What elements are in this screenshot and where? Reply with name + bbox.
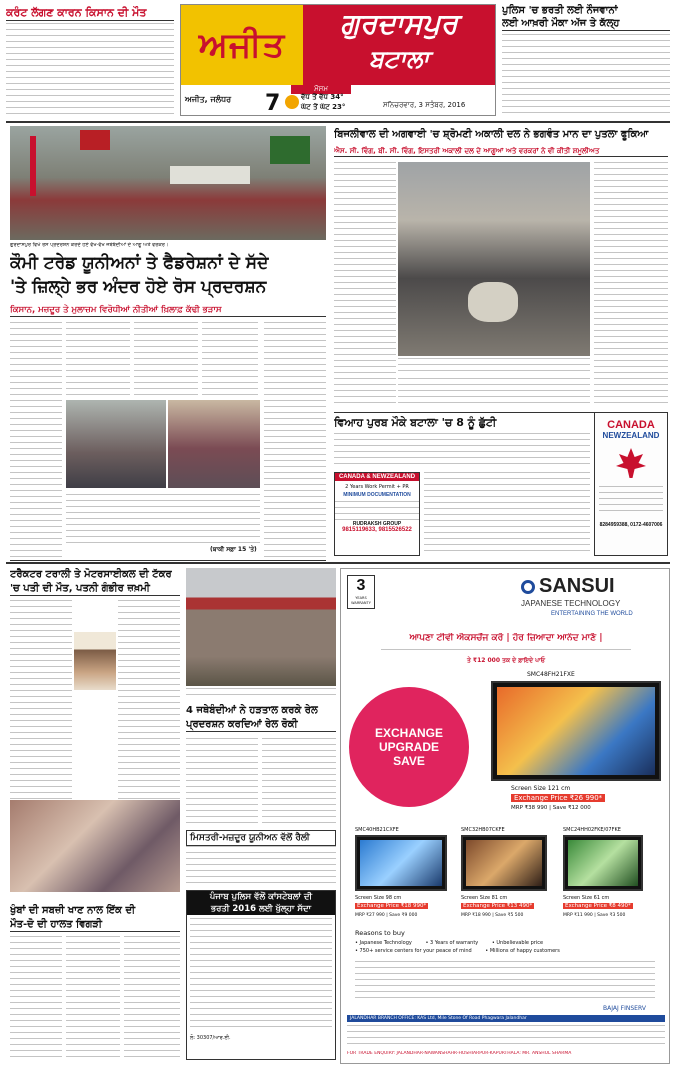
badge-save: SAVE	[393, 754, 425, 768]
exchange-badge	[349, 687, 469, 807]
lead-body-col2	[66, 322, 130, 397]
tv-size-4: Screen Size 61 cm	[563, 895, 610, 901]
rail-headline-1: 4 ਜਥੇਬੰਦੀਆਂ ਨੇ ਹੜਤਾਲ ਕਰਕੇ ਰੇਲ	[186, 705, 318, 716]
lead-headline-2: 'ਤੇ ਜ਼ਿਲ੍ਹੇ ਭਰ ਅੰਦਰ ਹੋਏ ਰੋਸ ਪ੍ਰਦਰਸ਼ਨ	[10, 277, 267, 297]
canada-small-line2: MINIMUM DOCUMENTATION	[343, 492, 411, 498]
effigy-headline: ਬਿਜਲੀਵਾਲ ਦੀ ਅਗਵਾਈ 'ਚ ਸ਼੍ਰੋਮਣੀ ਅਕਾਲੀ ਦਲ ਨੇ ਭਗਵੰਤ ਮਾਨ ਦਾ ਪੁਤਲਾ ਫੂਕਿਆ	[334, 129, 649, 140]
sansui-fineprint	[355, 961, 655, 1001]
tractor-headline-2: 'ਚ ਪਤੀ ਦੀ ਮੌਤ, ਪਤਨੀ ਗੰਭੀਰ ਜ਼ਖ਼ਮੀ	[10, 582, 180, 596]
canada-small-phone: 9815119633, 9815526522	[342, 527, 412, 533]
weather-label: ਮੌਸਮ	[291, 85, 351, 94]
canada-ad-right[interactable]	[594, 412, 668, 556]
right-top-story	[502, 4, 670, 116]
sansui-logo	[521, 575, 615, 598]
reason-3: • Unbelievable price	[491, 940, 544, 946]
dealer-list	[347, 1025, 665, 1049]
tv-exchange-3: Exchange Price ₹13 490*	[463, 903, 533, 909]
sansui-tagline-1: JAPANESE TECHNOLOGY	[521, 599, 621, 608]
tv-size-1: Screen Size 121 cm	[511, 785, 571, 792]
maple-leaf-icon	[616, 448, 646, 478]
tv-model-2: SMC40HB21CXFE	[355, 827, 399, 833]
tv-mrp-2: MRP ₹27 990 | Save ₹9 000	[355, 913, 418, 918]
lead-body-col6	[66, 494, 260, 544]
sansui-brand: SANSUI	[539, 575, 615, 597]
rail-body-col2	[262, 738, 336, 826]
tractor-headline-1: ਟਰੈਕਟਰ ਟਰਾਲੀ ਤੇ ਮੋਟਰਸਾਈਕਲ ਦੀ ਟੱਕਰ	[10, 569, 172, 580]
trade-enquiry: FOR TRADE ENQUIRY: JALANDHAR-NAWANSHAHR-HOSHIARPUR-KAPURTHALA: MR. ANSHUL SHARMA	[347, 1051, 572, 1056]
rule-1	[10, 560, 326, 561]
brand-logo: ਅਜੀਤ	[198, 25, 286, 64]
sun-icon	[285, 95, 299, 109]
dealer-footer: JALANDHAR BRANCH OFFICE: KAS Ltd, Mile Stone Of Road Phagwara Jalandhar	[347, 1015, 665, 1022]
masthead-date: ਸਨਿਚਰਵਾਰ, 3 ਸਤੰਬਰ, 2016	[383, 101, 466, 109]
mushroom-headline-2: ਮੌਤ-ਦੋ ਦੀ ਹਾਲਤ ਵਿਗੜੀ	[10, 918, 180, 932]
lead-photo-caption: ਗੁਰਦਾਸਪੁਰ ਵਿਖੇ ਰੋਸ ਪ੍ਰਦਰਸ਼ਨ ਕਰਦੇ ਹੋਏ ਵੱਖ-ਵੱਖ ਜਥੇਬੰਦੀਆਂ ਦੇ ਆਗੂ ਅਤੇ ਵਰਕਰ।	[10, 242, 169, 248]
edition-subtitle: ਬਟਾਲਾ	[368, 46, 430, 73]
lead-body-col1	[10, 322, 62, 557]
tv-mrp-4: MRP ₹11 990 | Save ₹3 500	[563, 913, 626, 918]
left-top-headline: ਕਰੰਟ ਲੱਗਣ ਕਾਰਨ ਕਿਸਾਨ ਦੀ ਮੌਤ	[6, 6, 174, 21]
warranty-label: YEARS WARRANTY	[351, 596, 371, 605]
effigy-photo-caption	[398, 358, 590, 374]
holiday-body-2	[424, 472, 590, 556]
reason-2: • 3 Years of warranty	[425, 940, 479, 946]
lead-photo-3	[168, 400, 260, 488]
right-top-headline-2: ਲਈ ਆਖ਼ਰੀ ਮੌਕਾ ਅੱਜ ਤੇ ਕੱਲ੍ਹ	[502, 17, 670, 31]
rule-3	[6, 562, 670, 564]
lead-photo-2	[66, 400, 166, 488]
badge-exchange: EXCHANGE	[374, 726, 443, 740]
mushroom-body-col2	[66, 936, 120, 1060]
police-notice	[186, 890, 336, 1060]
holiday-body	[334, 433, 590, 469]
police-notice-headline-2: ਭਰਤੀ 2016 ਲਈ ਖੁੱਲ੍ਹਾ ਸੱਦਾ	[187, 903, 335, 915]
sansui-offer-note: ਤੇ ₹12 000 ਤਕ ਦੇ ਫ਼ਾਇਦੇ ਪਾਓ	[466, 657, 546, 664]
rail-photo-caption	[186, 688, 336, 700]
left-top-body	[6, 23, 174, 118]
top-rule	[6, 121, 670, 123]
rail-photo	[186, 568, 336, 686]
tv-exchange-4: Exchange Price ₹8 490*	[565, 903, 631, 909]
canada-right-title2: NEWZEALAND	[602, 431, 660, 440]
police-notice-headline-1: ਪੰਜਾਬ ਪੁਲਿਸ ਵੱਲੋਂ ਕਾਂਸਟੇਬਲਾਂ ਦੀ	[187, 891, 335, 903]
tv-model-4: SMC24HH02FKE/07FKE	[563, 827, 621, 833]
tv-model-1: SMC48FH21FXE	[527, 671, 575, 678]
warranty-badge	[347, 575, 375, 609]
sansui-logo-icon	[521, 580, 535, 594]
tv-screen-2	[355, 835, 447, 891]
tv-size-3: Screen Size 81 cm	[461, 895, 508, 901]
weather-day: 7	[265, 91, 281, 116]
canada-small-title: CANADA & NEWZEALAND	[335, 473, 419, 481]
canada-ad-small[interactable]	[334, 472, 420, 556]
lead-photo	[10, 126, 326, 240]
tv-exchange-1: Exchange Price ₹26 990*	[511, 794, 605, 802]
lead-body-col5	[264, 322, 326, 557]
reason-1: • Japanese Technology	[355, 940, 412, 946]
reason-5: • Millions of happy customers	[485, 948, 560, 954]
mushroom-photo	[10, 800, 180, 892]
union-rally-headline: ਮਿਸਤਰੀ-ਮਜ਼ਦੂਰ ਯੂਨੀਅਨ ਵੱਲੋਂ ਰੈਲੀ	[186, 830, 336, 846]
masthead-city: ਅਜੀਤ, ਜਲੰਧਰ	[185, 95, 232, 104]
sansui-subline	[381, 649, 631, 655]
effigy-photo	[398, 162, 590, 356]
effigy-body-col3	[594, 162, 668, 408]
sansui-tagline-2: ENTERTAINING THE WORLD	[551, 611, 633, 617]
reasons-list	[355, 939, 655, 955]
tractor-body-col2	[118, 600, 180, 800]
reasons-title: Reasons to buy	[355, 929, 405, 937]
sansui-headline: ਆਪਣਾ ਟੀਵੀ ਐਕਸਚੇਂਜ ਕਰੋ | ਹੋਰ ਜ਼ਿਆਦਾ ਆਨੰਦ ਮਾਣੋ |	[409, 633, 603, 643]
mushroom-body-col3	[124, 936, 180, 1060]
lead-headline-1: ਕੌਮੀ ਟਰੇਡ ਯੂਨੀਅਨਾਂ ਤੇ ਫੈਡਰੇਸ਼ਨਾਂ ਦੇ ਸੱਦੇ	[10, 253, 269, 273]
tv-screen-4	[563, 835, 643, 891]
tv-exchange-2: Exchange Price ₹18 990*	[357, 903, 427, 909]
union-rally-body	[186, 846, 336, 886]
right-top-body	[502, 34, 670, 116]
lead-body-col3	[134, 322, 198, 397]
tractor-body-col1	[10, 600, 72, 800]
tv-mrp-3: MRP ₹18 990 | Save ₹5 500	[461, 913, 524, 918]
police-notice-footer: ਲੋ: 30307/ਆਰ.ਈ.	[190, 1035, 231, 1041]
tv-model-3: SMC32HB07CKFE	[461, 827, 505, 833]
tv-size-2: Screen Size 98 cm	[355, 895, 402, 901]
tv-mrp-1: MRP ₹38 990 | Save ₹12 000	[511, 805, 591, 811]
lead-subheadline: ਕਿਸਾਨ, ਮਜ਼ਦੂਰ ਤੇ ਮੁਲਾਜ਼ਮ ਵਿਰੋਧੀਆਂ ਨੀਤੀਆਂ ਖ਼ਿਲਾਫ਼ ਕੱਢੀ ਭੜਾਸ	[10, 304, 326, 317]
effigy-body-col1	[334, 162, 396, 408]
canada-right-phone: 8284959388, 0172-4607006	[599, 522, 663, 528]
bajaj-finserv: BAJAJ FINSERV	[603, 1005, 646, 1012]
tractor-photo	[74, 632, 116, 690]
edition-title: ਗੁਰਦਾਸਪੁਰ	[340, 8, 458, 39]
warranty-years: 3	[356, 577, 366, 594]
canada-right-title1: CANADA	[607, 419, 655, 431]
masthead	[180, 4, 496, 116]
rail-body-col1	[186, 738, 258, 826]
lead-continued: (ਬਾਕੀ ਸਫ਼ਾ 15 'ਤੇ)	[210, 546, 257, 553]
canada-small-company: RUDRAKSH GROUP	[352, 521, 402, 527]
right-top-headline-1: ਪੁਲਿਸ 'ਚ ਭਰਤੀ ਲਈ ਨੌਜਵਾਨਾਂ	[502, 5, 618, 16]
mushroom-body-col1	[10, 936, 62, 1060]
rail-headline-2: ਪ੍ਰਦਰਸ਼ਨ ਕਰਦਿਆਂ ਰੇਲ ਰੋਕੀ	[186, 718, 336, 732]
effigy-body-col2	[398, 378, 590, 408]
effigy-subheadline: ਐਸ. ਸੀ. ਵਿੰਗ, ਬੀ. ਸੀ. ਵਿੰਗ, ਇਸਤਰੀ ਅਕਾਲੀ ਦਲ ਦੇ ਆਗੂਆਂ ਅਤੇ ਵਰਕਰਾਂ ਨੇ ਵੀ ਕੀਤੀ ਸ਼ਮੂਲੀਅਤ	[334, 146, 668, 157]
tv-screen-1	[491, 681, 661, 781]
mushroom-headline-1: ਖੁੰਬਾਂ ਦੀ ਸਬਜ਼ੀ ਖਾਣ ਨਾਲ ਇੱਕ ਦੀ	[10, 905, 136, 916]
badge-upgrade: UPGRADE	[378, 740, 439, 754]
holiday-headline: ਵਿਆਹ ਪੁਰਬ ਮੌਕੇ ਬਟਾਲਾ 'ਚ 8 ਨੂੰ ਛੁੱਟੀ	[334, 416, 497, 429]
left-top-story	[6, 6, 174, 118]
lead-body-col4	[202, 322, 258, 397]
temp-max: ਵੱਧ ਤੋਂ ਵੱਧ 34°	[301, 93, 344, 101]
temp-min: ਘੱਟ ਤੋਂ ਘੱਟ 23°	[301, 103, 346, 111]
edition-box	[303, 5, 495, 85]
sansui-ad[interactable]	[340, 568, 670, 1064]
reason-4: • 750+ service centers for your peace of mind	[355, 948, 472, 954]
tv-screen-3	[461, 835, 547, 891]
canada-small-line1: 2 Years Work Permit + PR	[345, 484, 409, 490]
brand-box	[181, 5, 303, 85]
